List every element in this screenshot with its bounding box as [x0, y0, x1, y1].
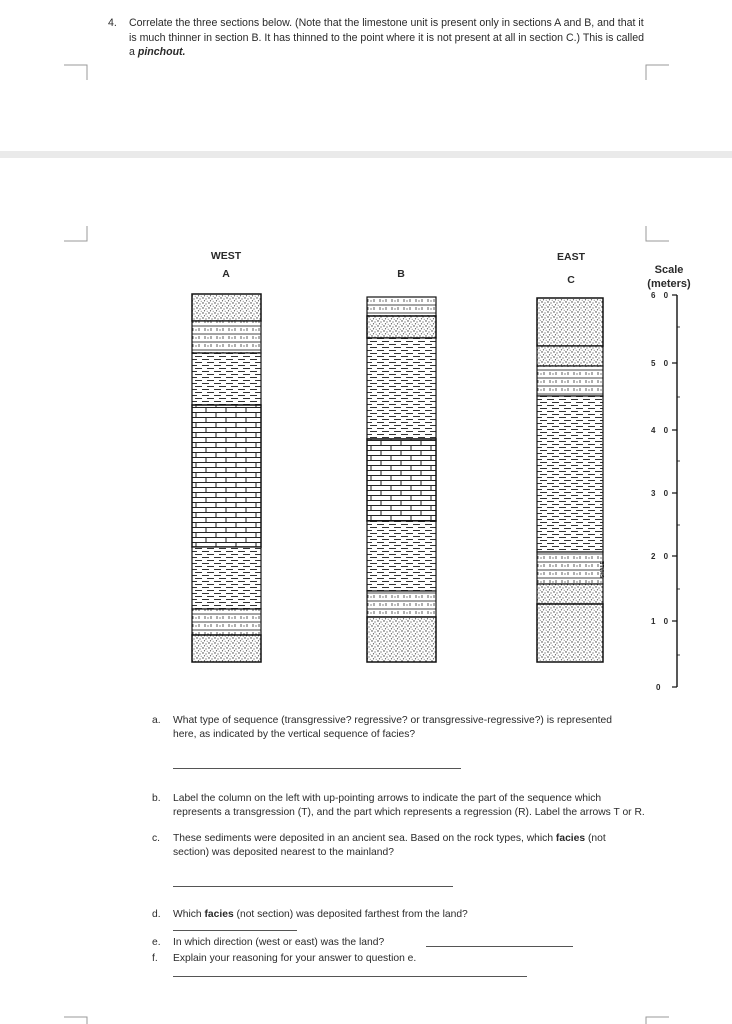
answer-line-d[interactable] — [173, 930, 297, 931]
scale-title — [634, 263, 704, 291]
siltstone-bed — [367, 591, 436, 617]
answer-line-a[interactable] — [173, 768, 461, 769]
siltstone-bed — [192, 321, 261, 353]
sandstone-bed — [537, 346, 603, 366]
siltstone-bed — [367, 297, 436, 316]
question-c-part: These sediments were deposited in an ancient sea. Based on the rock types, which — [173, 833, 556, 844]
question-number: 4. — [108, 17, 117, 29]
scale-title-line-1: Scale — [654, 264, 684, 276]
question-f-text: Explain your reasoning for your answer to question e. — [173, 953, 417, 964]
question-c-text — [173, 832, 632, 860]
scale-tick-label: 5 0 — [651, 359, 672, 368]
pinchout-term: pinchout. — [137, 46, 186, 58]
limestone-bed — [192, 405, 261, 547]
question-a-text: What type of sequence (transgressive? regressive? or transgressive-regressive?) is represented here, as indicated by the vertical sequence of facies? — [173, 715, 612, 740]
question-e — [152, 936, 632, 950]
sandstone-bed — [367, 316, 436, 338]
siltstone-bed — [537, 366, 603, 396]
question-b-text: Label the column on the left with up-pointing arrows to indicate the part of the sequence which represents a transgression (T), and the part which represents a regression (R). Label the arrows T or R. — [173, 793, 645, 818]
question-letter: f. — [152, 953, 158, 964]
section-a-column — [190, 292, 264, 665]
siltstone-bed — [192, 609, 261, 635]
question-letter: b. — [152, 793, 161, 804]
scale-tick-label: 2 0 — [651, 552, 672, 561]
scale-bar — [670, 293, 684, 693]
sandstone-bed — [192, 635, 261, 662]
scale-tick-label: 1 0 — [651, 617, 672, 626]
answer-line-c[interactable] — [173, 886, 453, 887]
question-d-part: Which — [173, 909, 205, 920]
crop-mark — [64, 1016, 88, 1024]
question-letter: a. — [152, 715, 161, 726]
scale-tick-label: 6 0 — [651, 291, 672, 300]
question-letter: c. — [152, 833, 161, 844]
question-4-body: Correlate the three sections below. (Note that the limestone unit is present only in sections A and B, and that it is much thinner in section B. It has thinned to the point where it is not present at all in section C.) This is called a — [129, 17, 645, 58]
section-c-label: C — [567, 274, 575, 286]
question-4-text — [129, 16, 648, 60]
siltstone-bed — [537, 552, 603, 584]
scale-title-line-2: (meters) — [647, 278, 691, 290]
question-letter: e. — [152, 937, 161, 948]
facies-term: facies — [555, 833, 586, 844]
section-c-column — [535, 296, 607, 665]
question-d-text — [173, 908, 632, 922]
question-c — [152, 832, 632, 860]
limestone-bed — [367, 439, 436, 521]
shale-bed — [192, 547, 261, 609]
section-a-label: A — [222, 268, 230, 280]
question-f — [152, 952, 632, 966]
question-e-text: In which direction (west or east) was the land? — [173, 937, 385, 948]
shale-bed — [367, 521, 436, 591]
sandstone-bed — [192, 294, 261, 321]
scale-tick-label: 3 0 — [651, 489, 672, 498]
scale-tick-label: 0 — [656, 683, 664, 692]
sandstone-bed — [537, 298, 603, 346]
west-label: WEST — [210, 250, 242, 262]
question-4 — [108, 16, 648, 60]
question-c-part: (not section) was deposited nearest to the mainland? — [173, 833, 606, 858]
sandstone-bed — [367, 617, 436, 662]
section-b-label: B — [397, 268, 405, 280]
question-b — [152, 792, 652, 820]
east-label: EAST — [556, 251, 585, 263]
page-divider — [0, 151, 732, 158]
crop-mark — [645, 64, 669, 80]
scale-tick-label: 4 0 — [651, 426, 672, 435]
shale-bed — [367, 338, 436, 439]
question-d — [152, 908, 632, 922]
answer-line-e[interactable] — [426, 946, 573, 947]
crop-mark — [645, 1016, 669, 1024]
crop-mark — [645, 226, 669, 242]
question-d-part: (not section) was deposited farthest from the land? — [233, 909, 468, 920]
sandstone-bed — [537, 604, 603, 662]
crop-mark — [64, 226, 88, 242]
shale-bed — [537, 396, 603, 552]
section-b-column — [365, 295, 439, 665]
sandstone-bed — [537, 584, 603, 604]
facies-term: facies — [204, 909, 234, 920]
question-letter: d. — [152, 909, 161, 920]
answer-line-f[interactable] — [173, 976, 527, 977]
side-note: SHALE — [600, 561, 606, 578]
shale-bed — [192, 353, 261, 405]
question-a — [152, 714, 632, 742]
crop-mark — [64, 64, 88, 80]
